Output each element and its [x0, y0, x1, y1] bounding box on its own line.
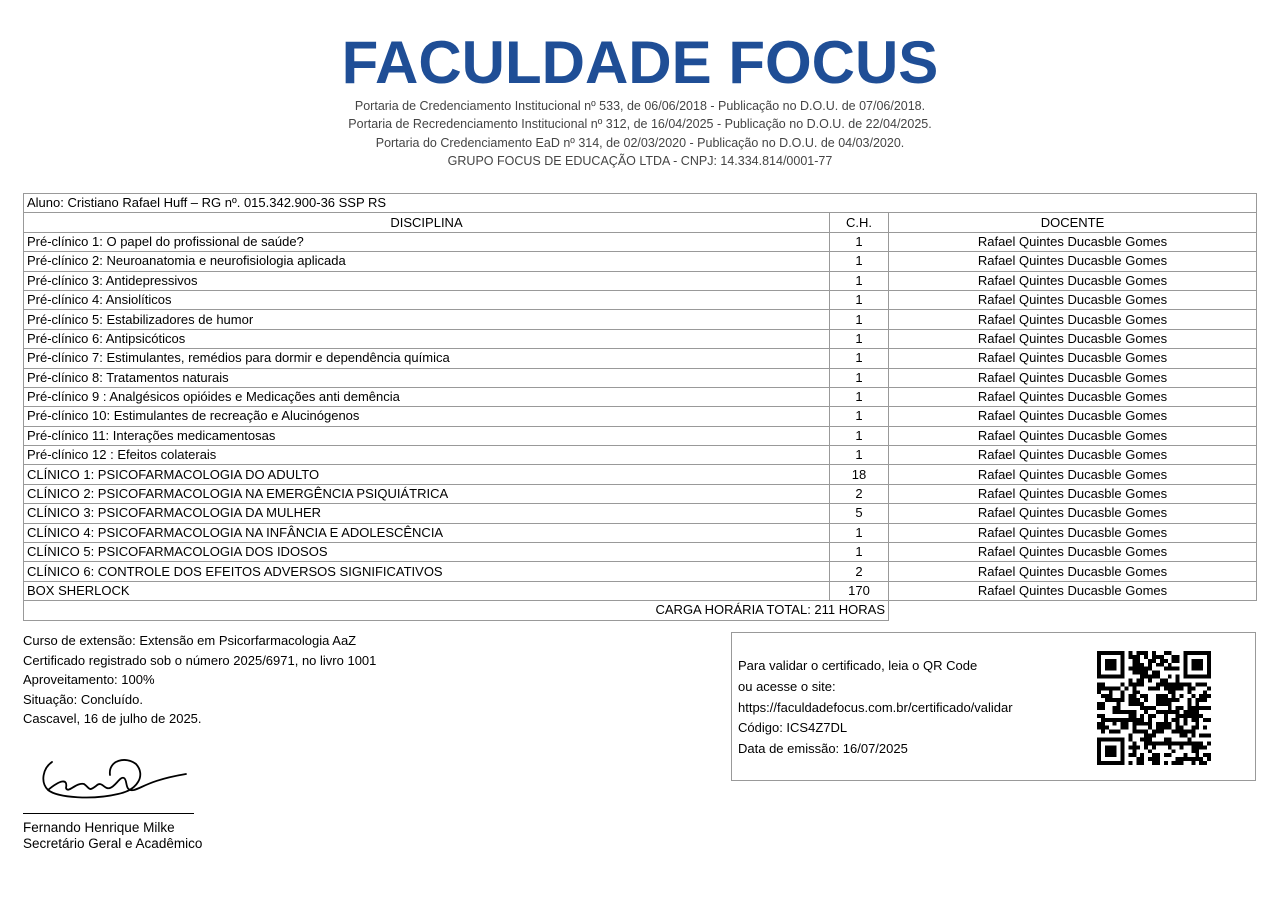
validation-text	[738, 656, 1013, 760]
cell-docente: Rafael Quintes Ducasble Gomes	[889, 310, 1257, 329]
cell-ch: 5	[830, 504, 889, 523]
cell-docente: Rafael Quintes Ducasble Gomes	[889, 581, 1257, 600]
cell-ch: 1	[830, 310, 889, 329]
cell-disciplina: Pré-clínico 4: Ansiolíticos	[24, 290, 830, 309]
cell-disciplina: CLÍNICO 1: PSICOFARMACOLOGIA DO ADULTO	[24, 465, 830, 484]
cell-docente: Rafael Quintes Ducasble Gomes	[889, 349, 1257, 368]
cell-docente: Rafael Quintes Ducasble Gomes	[889, 504, 1257, 523]
signature-image	[38, 750, 198, 810]
cell-disciplina: BOX SHERLOCK	[24, 581, 830, 600]
table-row	[24, 368, 1257, 387]
cell-ch: 1	[830, 446, 889, 465]
table-row	[24, 426, 1257, 445]
cell-disciplina: CLÍNICO 3: PSICOFARMACOLOGIA DA MULHER	[24, 504, 830, 523]
table-row	[24, 271, 1257, 290]
cell-docente: Rafael Quintes Ducasble Gomes	[889, 407, 1257, 426]
cell-ch: 1	[830, 426, 889, 445]
cell-disciplina: Pré-clínico 11: Interações medicamentosas	[24, 426, 830, 445]
cell-docente: Rafael Quintes Ducasble Gomes	[889, 446, 1257, 465]
cell-disciplina: Pré-clínico 1: O papel do profissional de saúde?	[24, 232, 830, 251]
portaria-ead: Portaria do Credenciamento EaD nº 314, de 02/03/2020 - Publicação no D.O.U. de 04/03/2020.	[375, 135, 905, 150]
institution-title: FACULDADE FOCUS	[341, 29, 939, 96]
table-row	[24, 543, 1257, 562]
validation-site-label: ou acesse o site:	[738, 678, 836, 694]
table-row	[24, 407, 1257, 426]
cell-docente: Rafael Quintes Ducasble Gomes	[889, 232, 1257, 251]
signer-name: Fernando Henrique Milke	[23, 820, 175, 835]
cell-docente: Rafael Quintes Ducasble Gomes	[889, 329, 1257, 348]
cell-docente: Rafael Quintes Ducasble Gomes	[889, 543, 1257, 562]
cell-docente: Rafael Quintes Ducasble Gomes	[889, 290, 1257, 309]
cell-ch: 18	[830, 465, 889, 484]
header-ch: C.H.	[830, 213, 889, 232]
cell-disciplina: CLÍNICO 6: CONTROLE DOS EFEITOS ADVERSOS SIGNIFICATIVOS	[24, 562, 830, 581]
validation-url[interactable]: https://faculdadefocus.com.br/certificado/validar	[738, 699, 1013, 715]
table-row	[24, 387, 1257, 406]
cell-ch: 1	[830, 271, 889, 290]
certificate-registry: Certificado registrado sob o número 2025/6971, no livro 1001	[23, 652, 377, 668]
cell-disciplina: Pré-clínico 7: Estimulantes, remédios para dormir e dependência química	[24, 349, 830, 368]
cell-disciplina: CLÍNICO 5: PSICOFARMACOLOGIA DOS IDOSOS	[24, 543, 830, 562]
student-row	[24, 194, 1257, 213]
table-row	[24, 349, 1257, 368]
place-date: Cascavel, 16 de julho de 2025.	[23, 711, 202, 727]
cell-disciplina: Pré-clínico 3: Antidepressivos	[24, 271, 830, 290]
cell-ch: 2	[830, 484, 889, 503]
header-docente: DOCENTE	[889, 213, 1257, 232]
portaria-recredenciamento: Portaria de Recredenciamento Institucional nº 312, de 16/04/2025 - Publicação no D.O.U. de 22/04/2025.	[348, 117, 932, 132]
cell-docente: Rafael Quintes Ducasble Gomes	[889, 252, 1257, 271]
course-info	[23, 631, 376, 729]
header-row	[24, 213, 1257, 232]
cell-disciplina: Pré-clínico 8: Tratamentos naturais	[24, 368, 830, 387]
total-empty	[889, 601, 1257, 620]
table-row	[24, 523, 1257, 542]
total-row	[24, 601, 1257, 620]
cell-ch: 1	[830, 407, 889, 426]
table-row	[24, 504, 1257, 523]
emission-date: Data de emissão: 16/07/2025	[738, 741, 908, 757]
table-row	[24, 562, 1257, 581]
signer-role: Secretário Geral e Acadêmico	[23, 836, 203, 851]
cell-ch: 1	[830, 523, 889, 542]
cell-docente: Rafael Quintes Ducasble Gomes	[889, 387, 1257, 406]
table-row	[24, 581, 1257, 600]
cell-disciplina: CLÍNICO 4: PSICOFARMACOLOGIA NA INFÂNCIA E ADOLESCÊNCIA	[24, 523, 830, 542]
table-row	[24, 465, 1257, 484]
cell-ch: 1	[830, 543, 889, 562]
student-cell: Aluno: Cristiano Rafael Huff – RG nº. 015.342.900-36 SSP RS	[24, 194, 1257, 213]
cell-ch: 1	[830, 349, 889, 368]
cell-docente: Rafael Quintes Ducasble Gomes	[889, 271, 1257, 290]
table-row	[24, 252, 1257, 271]
disciplines-table	[23, 193, 1257, 621]
cell-disciplina: Pré-clínico 2: Neuroanatomia e neurofisiologia aplicada	[24, 252, 830, 271]
cell-disciplina: Pré-clínico 9 : Analgésicos opióides e Medicações anti demência	[24, 387, 830, 406]
signer-block	[23, 820, 202, 852]
grupo-cnpj: GRUPO FOCUS DE EDUCAÇÃO LTDA - CNPJ: 14.334.814/0001-77	[447, 153, 833, 168]
cell-docente: Rafael Quintes Ducasble Gomes	[889, 368, 1257, 387]
cell-ch: 1	[830, 290, 889, 309]
cell-ch: 1	[830, 232, 889, 251]
portaria-credenciamento: Portaria de Credenciamento Institucional nº 533, de 06/06/2018 - Publicação no D.O.U. de 07/06/2018.	[354, 99, 926, 113]
validation-box	[731, 632, 1256, 781]
situation: Situação: Concluído.	[23, 691, 143, 707]
cell-docente: Rafael Quintes Ducasble Gomes	[889, 523, 1257, 542]
table-row	[24, 290, 1257, 309]
course-name: Curso de extensão: Extensão em Psicorfarmacologia AaZ	[23, 633, 357, 648]
header-disciplina: DISCIPLINA	[24, 213, 830, 232]
portarias-block	[0, 97, 1280, 170]
cell-disciplina: Pré-clínico 6: Antipsicóticos	[24, 329, 830, 348]
cell-docente: Rafael Quintes Ducasble Gomes	[889, 465, 1257, 484]
cell-ch: 1	[830, 368, 889, 387]
cell-docente: Rafael Quintes Ducasble Gomes	[889, 484, 1257, 503]
signature-line	[23, 813, 194, 814]
table-row	[24, 232, 1257, 251]
validation-code: Código: ICS4Z7DL	[738, 720, 848, 736]
cell-ch: 1	[830, 329, 889, 348]
cell-ch: 1	[830, 252, 889, 271]
cell-docente: Rafael Quintes Ducasble Gomes	[889, 426, 1257, 445]
table-row	[24, 484, 1257, 503]
performance: Aproveitamento: 100%	[23, 672, 155, 688]
table-row	[24, 446, 1257, 465]
cell-disciplina: Pré-clínico 5: Estabilizadores de humor	[24, 310, 830, 329]
table-row	[24, 329, 1257, 348]
cell-disciplina: CLÍNICO 2: PSICOFARMACOLOGIA NA EMERGÊNCIA PSIQUIÁTRICA	[24, 484, 830, 503]
cell-disciplina: Pré-clínico 10: Estimulantes de recreação e Alucinógenos	[24, 407, 830, 426]
cell-docente: Rafael Quintes Ducasble Gomes	[889, 562, 1257, 581]
table-row	[24, 310, 1257, 329]
cell-ch: 1	[830, 387, 889, 406]
qr-code-icon[interactable]	[1097, 651, 1211, 765]
cell-ch: 2	[830, 562, 889, 581]
cell-ch: 170	[830, 581, 889, 600]
validation-instruction: Para validar o certificado, leia o QR Code	[738, 658, 978, 673]
total-hours: CARGA HORÁRIA TOTAL: 211 HORAS	[24, 601, 889, 620]
cell-disciplina: Pré-clínico 12 : Efeitos colaterais	[24, 446, 830, 465]
